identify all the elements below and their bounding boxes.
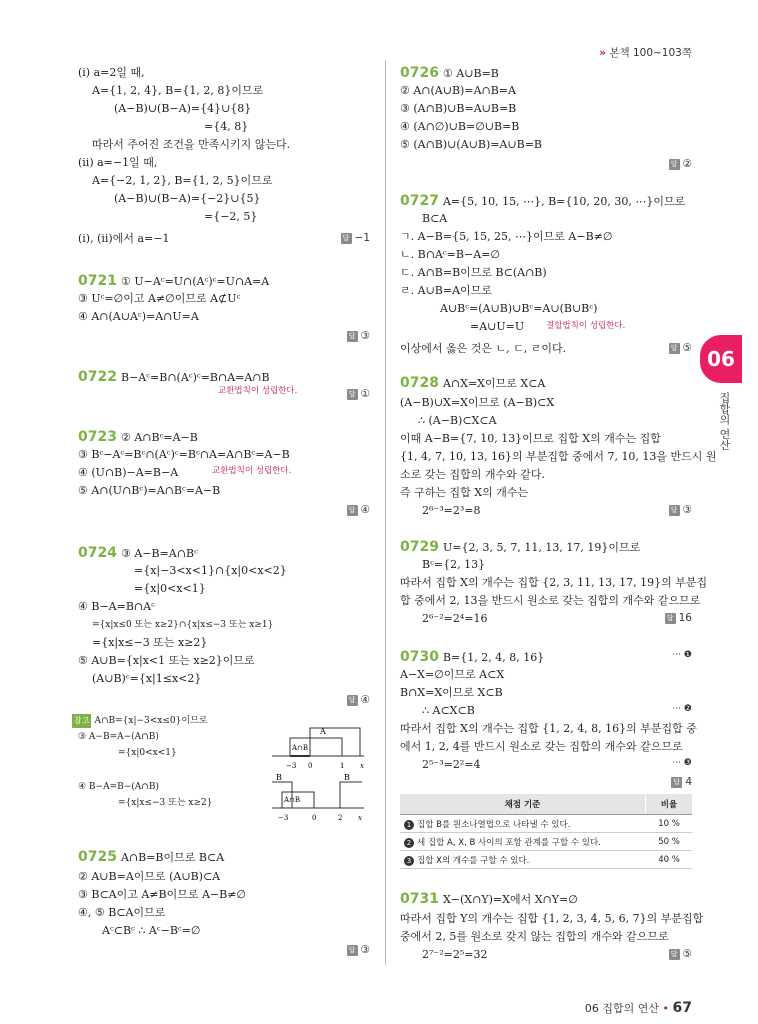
text-line: A∪Bᶜ=(A∪B)∪Bᶜ=A∪(B∪Bᶜ) (440, 302, 598, 315)
text-line: ㄱ. A−B={5, 15, 25, ⋯}이므로 A−B≠∅ (400, 230, 613, 243)
text-line: ={x|x≤−3 또는 x≥2} (118, 798, 213, 808)
text-line: 2⁶⁻³=2³=8 (422, 504, 481, 517)
text-line: 즉 구하는 집합 X의 개수는 (400, 486, 529, 499)
number-line-diagram-2 (268, 774, 368, 824)
problem-0722: 0722 B−Aᶜ=B∩(Aᶜ)ᶜ=B∩A=A∩B (78, 369, 270, 385)
text-line: 이때 A−B={7, 10, 13}이므로 집합 X의 개수는 집합 (400, 432, 661, 445)
answer-label: 답 ① (347, 388, 370, 400)
axis-label: x (360, 762, 364, 770)
text-line: 따라서 집합 X의 개수는 집합 {2, 3, 11, 13, 17, 19}의 부분집 (400, 576, 708, 589)
text-line: 따라서 집합 X의 개수는 집합 {1, 2, 4, 8, 16}의 부분집합 중 (400, 722, 697, 735)
table-header: 비율 (646, 794, 693, 815)
text-line: ④ (U∩B)−A=B−A (78, 466, 179, 479)
text-line: ③ (A∩B)∪B=A∪B=B (400, 102, 517, 115)
reference-badge: 참고 (72, 714, 91, 728)
text-line: (ⅰ), (ⅱ)에서 a=−1 (78, 232, 170, 245)
footer-separator: • (662, 1002, 670, 1015)
problem-number: 0726 (400, 65, 439, 81)
text-line: ={−2, 5} (204, 210, 258, 223)
problem-number: 0727 (400, 193, 439, 209)
page-header (599, 45, 692, 60)
problem-number: 0725 (78, 849, 117, 865)
text-line: ③ B⊂A이고 A≠B이므로 A−B≠∅ (78, 888, 247, 901)
problem-0728: 0728 A∩X=X이므로 X⊂A (400, 375, 546, 391)
text-line: ④ B−A=B∩Aᶜ (78, 600, 155, 613)
problem-0731: 0731 X−(X∩Y)=X에서 X∩Y=∅ (400, 891, 578, 907)
problem-0721: 0721 ① U−Aᶜ=U∩(Aᶜ)ᶜ=U∩A=A (78, 273, 270, 289)
answer-label: 답 ② (669, 158, 692, 170)
tick-label: 1 (340, 762, 345, 770)
answer-label: 답 ③ (347, 944, 370, 956)
text-line: Aᶜ⊂Bᶜ ∴ Aᶜ−Bᶜ=∅ (102, 924, 201, 937)
step-number: 3 (404, 856, 414, 866)
text-line: 에서 1, 2, 4를 반드시 원소로 갖는 집합의 개수와 같으므로 (400, 740, 683, 753)
problem-number: 0723 (78, 429, 117, 445)
text-line: 합 중에서 2, 13을 반드시 원소로 갖는 집합의 개수와 같으므로 (400, 594, 701, 607)
table-row: 1 집합 B를 원소나열법으로 나타낼 수 있다. 10 % (400, 815, 692, 833)
tick-label: 2 (338, 814, 343, 822)
text-line: =A∪U=U (470, 320, 525, 333)
text-line: B∩X=X이므로 X⊂B (400, 686, 503, 699)
problem-number: 0730 (400, 649, 439, 665)
text-line: ② A∪B=A이므로 (A∪B)⊂A (78, 870, 221, 883)
diagram-label: A∩B (292, 744, 309, 752)
problem-number: 0724 (78, 545, 117, 561)
table-header: 채점 기준 (400, 794, 646, 815)
chapter-tab-title: 집합의 연산 (718, 392, 731, 451)
text-line: 2⁷⁻²=2⁵=32 (422, 948, 488, 961)
header-text: 본책 100~103쪽 (609, 47, 692, 59)
text-line: (A∪B)ᶜ={x|1≤x<2} (92, 672, 202, 685)
problem-0724: 0724 ③ A−B=A∩Bᶜ (78, 545, 198, 561)
text-line: Bᶜ={2, 13} (422, 558, 486, 571)
footer-chapter: 06 집합의 연산 (584, 1002, 660, 1015)
text-line: 소로 갖는 집합의 개수와 같다. (400, 468, 545, 481)
text-line: (ⅰ) a=2일 때, (78, 66, 145, 79)
text-line: ⑤ A∩(U∩Bᶜ)=A∩Bᶜ=A−B (78, 484, 221, 497)
answer-label: 답 ⑤ (669, 948, 692, 960)
problem-number: 0721 (78, 273, 117, 289)
problem-0729: 0729 U={2, 3, 5, 7, 11, 13, 17, 19}이므로 (400, 539, 641, 555)
scoring-table (400, 794, 692, 869)
text-line: ④ B−A=B−(A∩B) (78, 782, 159, 792)
text-line: ④, ⑤ B⊂A이므로 (78, 906, 166, 919)
answer-label: 답 −1 (341, 232, 370, 244)
answer-label: 답 4 (671, 776, 692, 788)
problem-number: 0729 (400, 539, 439, 555)
text-line: ={x|−3<x<1}∩{x|0<x<2} (134, 564, 287, 577)
text-line: (A−B)∪(B−A)={−2}∪{5} (114, 192, 261, 205)
table-row: 2 세 집합 A, X, B 사이의 포함 관계를 구할 수 있다. 50 % (400, 833, 692, 851)
tick-label: 0 (308, 762, 313, 770)
text-line: (ⅱ) a=−1일 때, (78, 156, 158, 169)
text-line: ④ (A∩∅)∪B=∅∪B=B (400, 120, 520, 133)
text-line: ⑤ A∪B={x|x<1 또는 x≥2}이므로 (78, 654, 255, 667)
text-line: ∴ A⊂X⊂B (422, 704, 475, 717)
text-line: (A−B)∪X=X이므로 (A−B)⊂X (400, 396, 555, 409)
problem-0723: 0723 ② A∩Bᶜ=A−B (78, 429, 198, 445)
tick-label: −3 (286, 762, 297, 770)
step-number: 2 (404, 838, 414, 848)
text-line: A−X=∅이므로 A⊂X (400, 668, 505, 681)
tick-label: −3 (278, 814, 289, 822)
text-line: ③ A−B=A−(A∩B) (78, 732, 159, 742)
annotation-note: 결합법칙이 성립한다. (546, 321, 626, 331)
text-line: 2⁵⁻³=2²=4 (422, 758, 481, 771)
text-line: (A−B)∪(B−A)={4}∪{8} (114, 102, 252, 115)
step-marker: ⋯ ❷ (672, 704, 692, 714)
text-line: ③ Bᶜ−Aᶜ=Bᶜ∩(Aᶜ)ᶜ=Bᶜ∩A=A∩Bᶜ=A−B (78, 448, 290, 461)
problem-0730: 0730 B={1, 2, 4, 8, 16} (400, 649, 545, 665)
table-row: 3 집합 X의 개수를 구할 수 있다. 40 % (400, 851, 692, 869)
chapter-tab[interactable]: 06 (700, 335, 742, 383)
text-line: ={x|x≤0 또는 x≥2}∩{x|x≤−3 또는 x≥1} (92, 620, 274, 630)
text-line: ③ Uᶜ=∅이고 A≠∅이므로 A⊄Uᶜ (78, 292, 241, 305)
text-line: 이상에서 옳은 것은 ㄴ, ㄷ, ㄹ이다. (400, 342, 567, 355)
diagram-label: B (276, 774, 282, 782)
problem-0727: 0727 A={5, 10, 15, ⋯}, B={10, 20, 30, ⋯}이므로 (400, 193, 686, 209)
problem-0726: 0726 ① A∪B=B (400, 65, 499, 81)
answer-label: 답 16 (665, 612, 692, 624)
number-line-diagram-1 (268, 722, 368, 772)
text-line: B⊂A (422, 212, 448, 225)
text-line: ㄹ. A∪B=A이므로 (400, 284, 492, 297)
text-line: ={x|x≤−3 또는 x≥2} (92, 636, 208, 649)
text-line: 따라서 주어진 조건을 만족시키지 않는다. (92, 138, 291, 151)
answer-label: 답 ④ (347, 694, 370, 706)
problem-0725: 0725 A∩B=B이므로 B⊂A (78, 849, 225, 865)
diagram-label: B (344, 774, 350, 782)
diagram-label: A (320, 727, 326, 736)
problem-number: 0731 (400, 891, 439, 907)
text-line: 2⁶⁻²=2⁴=16 (422, 612, 488, 625)
text-line: 따라서 집합 Y의 개수는 집합 {1, 2, 3, 4, 5, 6, 7}의 부분집합 (400, 912, 704, 925)
problem-number: 0728 (400, 375, 439, 391)
text-line: {1, 4, 7, 10, 13, 16}의 부분집합 중에서 7, 10, 13을 반드시 원 (400, 450, 717, 463)
text-line: ={4, 8} (204, 120, 249, 133)
text-line: ∴ (A−B)⊂X⊂A (418, 414, 497, 427)
text-line: ={x|0<x<1} (134, 582, 206, 595)
text-line: A={1, 2, 4}, B={1, 2, 8}이므로 (92, 84, 264, 97)
text-line: 중에서 2, 5를 원소로 갖지 않는 집합의 개수와 같으므로 (400, 930, 669, 943)
tick-label: 0 (312, 814, 317, 822)
annotation-note: 교환법칙이 성립한다. (212, 466, 292, 476)
problem-number: 0722 (78, 369, 117, 385)
answer-label: 답 ③ (347, 330, 370, 342)
answer-label: 답 ⑤ (669, 342, 692, 354)
text-line: ② A∩(A∪B)=A∩B=A (400, 84, 516, 97)
text-line: ④ A∩(A∪Aᶜ)=A∩U=A (78, 310, 199, 323)
column-divider (385, 60, 386, 965)
step-marker: ⋯ ❶ (672, 650, 692, 660)
answer-label: 답 ④ (347, 504, 370, 516)
text-line: A={−2, 1, 2}, B={1, 2, 5}이므로 (92, 174, 273, 187)
reference-note: 참고 A∩B={x|−3<x≤0}이므로 (74, 716, 208, 726)
page-footer (585, 1000, 692, 1016)
diagram-label: A∩B (284, 796, 301, 804)
step-marker: ⋯ ❸ (672, 758, 692, 768)
axis-label: x (358, 814, 362, 822)
answer-label: 답 ③ (669, 504, 692, 516)
text-line: ={x|0<x<1} (118, 748, 177, 758)
annotation-note: 교환법칙이 성립한다. (218, 386, 298, 396)
answer-badge: 답 (341, 233, 352, 244)
chevron-right-icon: » (599, 47, 606, 59)
page-number: 67 (672, 1000, 692, 1016)
text-line: ㄴ. B∩Aᶜ=B−A=∅ (400, 248, 500, 261)
step-number: 1 (404, 820, 414, 830)
text-line: ⑤ (A∩B)∪(A∪B)=A∪B=B (400, 138, 542, 151)
text-line: ㄷ. A∩B=B이므로 B⊂(A∩B) (400, 266, 547, 279)
